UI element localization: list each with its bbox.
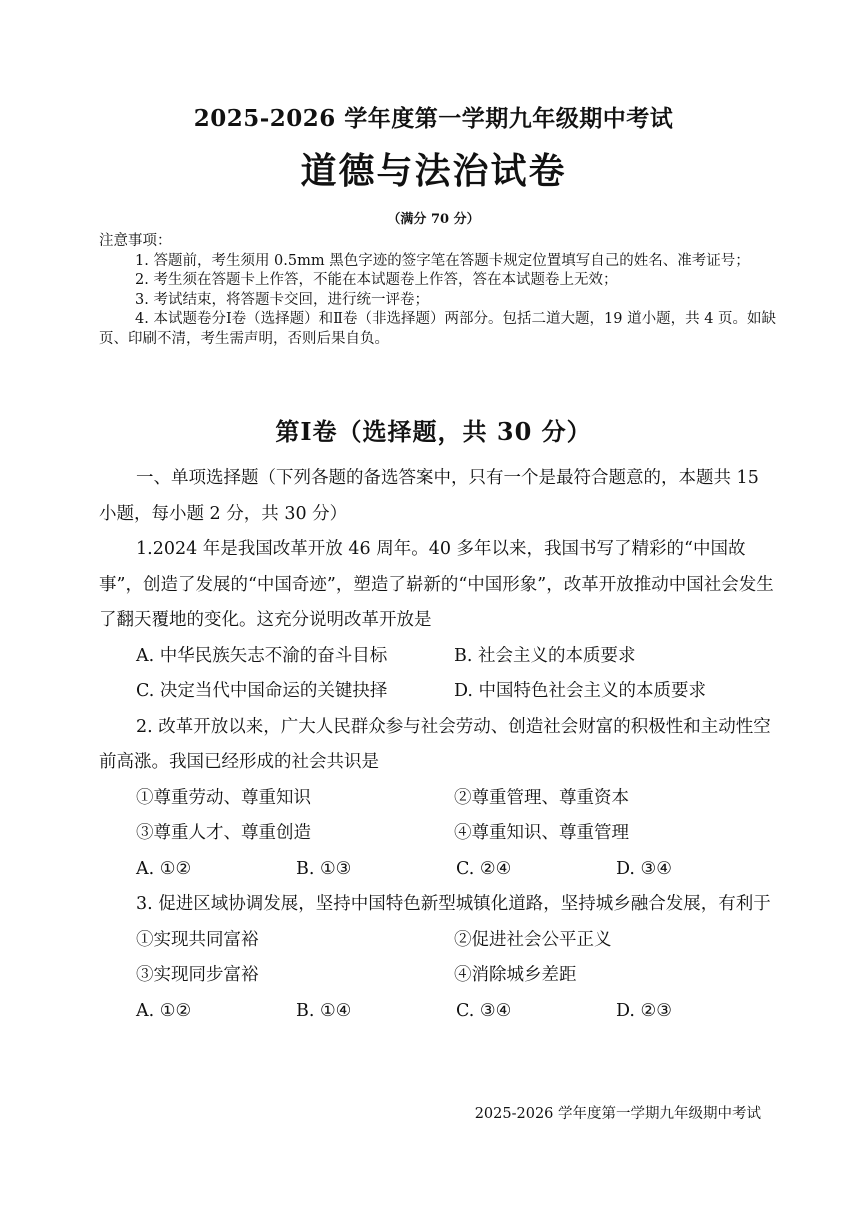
option-d: D. ②③ [616,1000,672,1021]
question-3-statements-row [99,923,779,959]
statement-1: ①尊重劳动、尊重知识 [136,787,311,808]
question-3-statements-row [99,958,779,994]
option-b: B. ①③ [296,858,352,879]
statement-1: ①实现共同富裕 [136,929,259,950]
option-c: C. 决定当代中国命运的关键抉择 [136,681,388,701]
option-b: B. ①④ [296,1000,352,1021]
statement-2: ②促进社会公平正义 [454,929,612,950]
question-2-statements-row [99,816,779,852]
notes-item: 4. 本试题卷分Ⅰ卷（选择题）和Ⅱ卷（非选择题）两部分。包括二道大题，19 道小题，共 4 页。如缺页、印刷不清，考生需声明，否则后果自负。 [99,311,777,347]
option-c: C. ③④ [456,1000,512,1021]
question-3-stem: 3. 促进区域协调发展，坚持中国特色新型城镇化道路，坚持城乡融合发展，有利于 [136,894,771,914]
question-2-statements-row [99,781,779,817]
exam-title: 2025-2026 学年度第一学期九年级期中考试 [193,105,674,132]
notes-block [99,232,779,349]
notes-item: 1. 答题前，考生须用 0.5mm 黑色字迹的签字笔在答题卡规定位置填写自己的姓名、准考证号； [135,252,750,269]
notes-heading: 注意事项： [99,233,172,249]
option-d: D. ③④ [616,858,672,879]
question-2-stem: 2. 改革开放以来，广大人民群众参与社会劳动、创造社会财富的积极性和主动性空前高涨。我国已经形成的社会共识是 [99,716,771,772]
statement-2: ②尊重管理、尊重资本 [454,787,629,808]
statement-3: ③实现同步富裕 [136,965,259,985]
option-a: A. ①② [136,858,192,879]
option-d: D. 中国特色社会主义的本质要求 [454,681,707,701]
question-2-options-row [99,852,779,888]
option-c: C. ②④ [456,858,512,879]
page-footer: 2025-2026 学年度第一学期九年级期中考试 [474,1106,761,1122]
option-b: B. 社会主义的本质要求 [454,645,636,666]
option-a: A. 中华民族矢志不渝的奋斗目标 [136,645,388,666]
notes-item: 3. 考试结束，将答题卡交回，进行统一评卷； [135,291,429,308]
questions-body [99,461,779,1029]
question-3-options-row [99,994,779,1030]
option-a: A. ①② [136,1000,192,1021]
statement-4: ④消除城乡差距 [454,965,577,985]
question-1-options-row [99,674,779,710]
statement-3: ③尊重人才、尊重创造 [136,823,311,843]
question-1-stem: 1.2024 年是我国改革开放 46 周年。40 多年以来，我国书写了精彩的“中国故事”，创造了发展的“中国奇迹”，塑造了崭新的“中国形象”，改革开放推动中国社会发生了翻天覆地的变化。这充分说明改革开放是 [99,539,774,630]
notes-item: 2. 考生须在答题卡上作答，不能在本试题卷上作答，答在本试题卷上无效； [135,272,618,288]
section-instruction: 一、单项选择题（下列各题的备选答案中，只有一个是最符合题意的，本题共 15 小题，每小题 2 分，共 30 分） [99,468,759,524]
full-score: （满分 70 分） [387,212,480,227]
subject-title: 道德与法治试卷 [300,150,567,192]
question-1-options-row [99,639,779,675]
statement-4: ④尊重知识、尊重管理 [454,823,629,843]
section-title: 第Ⅰ卷（选择题，共 30 分） [275,417,592,446]
